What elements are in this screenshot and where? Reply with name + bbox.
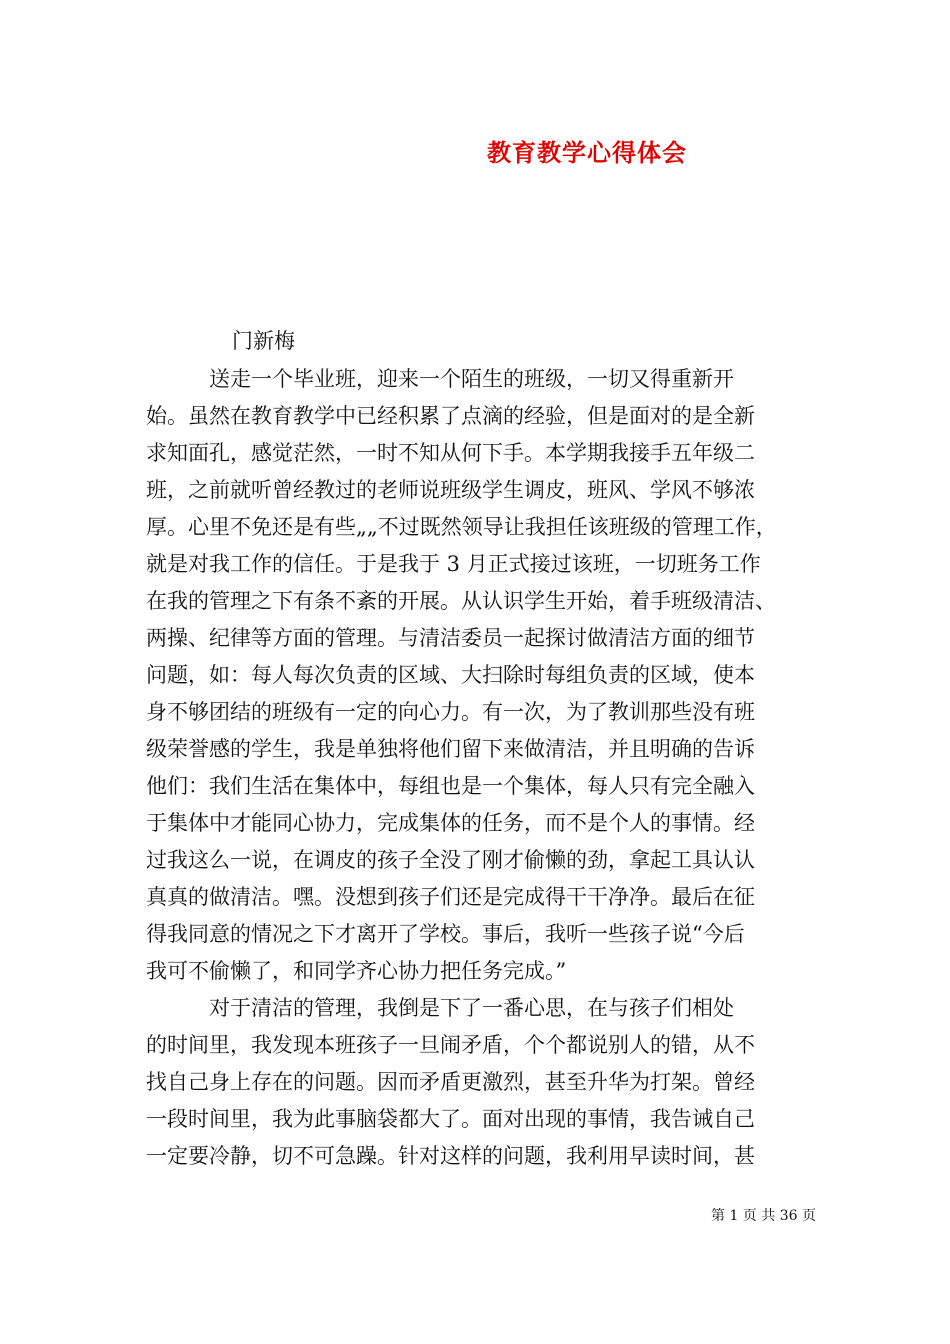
- text-line: 问题，如：每人每次负责的区域、大扫除时每组负责的区域，使本: [146, 663, 755, 687]
- text-line: 真真的做清洁。嘿。没想到孩子们还是完成得干干净净。最后在征: [146, 885, 755, 909]
- text-line: 班，之前就听曾经教过的老师说班级学生调皮，班风、学风不够浓: [146, 478, 755, 502]
- text-line: 始。虽然在教育教学中已经积累了点滴的经验，但是面对的是全新: [146, 404, 755, 428]
- text-line: 的时间里，我发现本班孩子一旦闹矛盾，个个都说别人的错，从不: [146, 1033, 755, 1057]
- text-line: 两操、纪律等方面的管理。与清洁委员一起探讨做清洁方面的细节: [146, 626, 755, 650]
- page-number-footer: 第 1 页 共 36 页: [711, 1208, 816, 1224]
- text-line: 一段时间里，我为此事脑袋都大了。面对出现的事情，我告诫自己: [146, 1107, 755, 1131]
- text-line: 找自己身上存在的问题。因而矛盾更激烈，甚至升华为打架。曾经: [146, 1070, 755, 1094]
- text-line: 求知面孔，感觉茫然，一时不知从何下手。本学期我接手五年级二: [146, 441, 755, 465]
- text-line: 于集体中才能同心协力，完成集体的任务，而不是个人的事情。经: [146, 811, 755, 835]
- text-line: 过我这么一说，在调皮的孩子全没了刚才偷懒的劲，拿起工具认认: [146, 848, 755, 872]
- text-line: 在我的管理之下有条不紊的开展。从认识学生开始，着手班级清洁、: [146, 589, 776, 613]
- text-line: 就是对我工作的信任。于是我于 3 月正式接过该班，一切班务工作: [146, 552, 761, 576]
- text-line: 他们：我们生活在集体中，每组也是一个集体，每人只有完全融入: [146, 774, 755, 798]
- author-name: 门新梅: [232, 329, 295, 353]
- document-title: 教育教学心得体会: [487, 138, 687, 167]
- text-line: 厚。心里不免还是有些„„不过既然领导让我担任该班级的管理工作，: [146, 515, 777, 539]
- text-line: 级荣誉感的学生，我是单独将他们留下来做清洁，并且明确的告诉: [146, 737, 755, 761]
- body-text: [146, 361, 826, 1175]
- text-line: 送走一个毕业班，迎来一个陌生的班级，一切又得重新开: [146, 367, 734, 391]
- text-line: 一定要冷静，切不可急躁。针对这样的问题，我利用早读时间，甚: [146, 1144, 755, 1168]
- text-line: 得我同意的情况之下才离开了学校。事后，我听一些孩子说“今后: [146, 922, 745, 946]
- text-line: 对于清洁的管理，我倒是下了一番心思，在与孩子们相处: [146, 996, 734, 1020]
- text-line: 我可不偷懒了，和同学齐心协力把任务完成。”: [146, 959, 567, 983]
- text-line: 身不够团结的班级有一定的向心力。有一次，为了教训那些没有班: [146, 700, 755, 724]
